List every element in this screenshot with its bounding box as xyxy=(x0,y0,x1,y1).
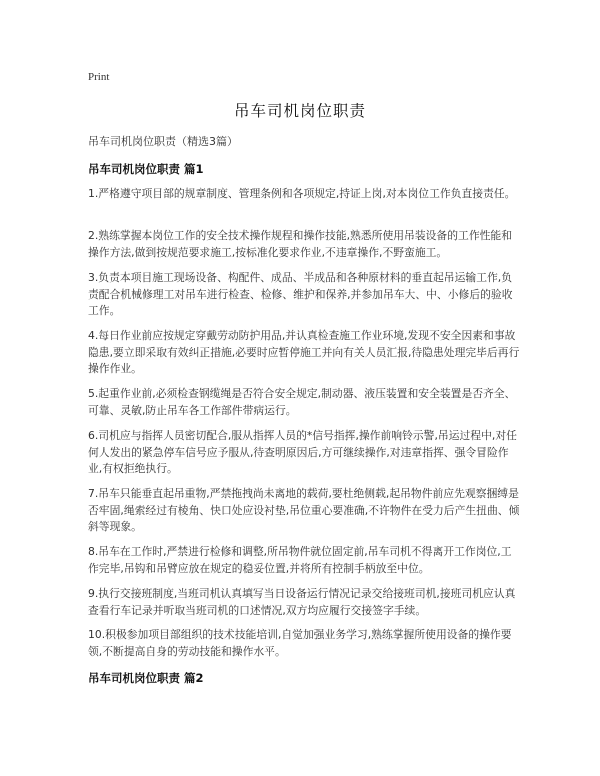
paragraph: 5.起重作业前,必须检查钢缆绳是否符合安全规定,制动器、液压装置和安全装置是否齐全、可靠、灵敏,防止吊车各工作部件带病运行。 xyxy=(88,387,516,417)
section-heading-2: 吊车司机岗位职责 篇2 xyxy=(88,671,204,685)
paragraph: 3.负责本项目施工现场设备、构配件、成品、半成品和各种原材料的垂直起吊运输工作,负责配合机械修理工对吊车进行检查、检修、维护和保养,并参加吊车大、中、小修后的验收工作。 xyxy=(88,271,513,317)
paragraph: 1.严格遵守项目部的规章制度、管理条例和各项规定,持证上岗,对本岗位工作负直接责任。 xyxy=(88,187,516,200)
paragraph: 10.积极参加项目部组织的技术技能培训,自觉加强业务学习,熟练掌握所使用设备的操作要领,不断提高自身的劳动技能和操作水平。 xyxy=(88,628,512,658)
document-subtitle: 吊车司机岗位职责（精选3篇） xyxy=(88,135,238,148)
paragraph: 4.每日作业前应按规定穿戴劳动防护用品,并认真检查施工作业环境,发现不安全因素和事故隐患,要立即采取有效纠正措施,必要时应暂停施工并向有关人员汇报,待隐患处理完毕后再行操作作业。 xyxy=(88,329,520,375)
page-title: 吊车司机岗位职责 xyxy=(233,102,366,120)
paragraph: 6.司机应与指挥人员密切配合,服从指挥人员的*信号指挥,操作前响铃示警,吊运过程中,对任何人发出的紧急停车信号应予服从,待查明原因后,方可继续操作,对违章指挥、强令冒险作业,有权拒绝执行。 xyxy=(88,429,517,475)
section-heading-1: 吊车司机岗位职责 篇1 xyxy=(88,162,204,176)
paragraph: 7.吊车只能垂直起吊重物,严禁拖拽尚未离地的载荷,要杜绝侧载,起吊物件前应先观察捆缚是否牢固,绳索经过有棱角、快口处应设衬垫,吊位重心要准确,不许物件在受力后产生扭曲、倾斜等现象。 xyxy=(88,487,520,533)
paragraph: 2.熟练掌握本岗位工作的安全技术操作规程和操作技能,熟悉所使用吊装设备的工作性能和操作方法,做到按规范要求施工,按标准化要求作业,不违章操作,不野蛮施工。 xyxy=(88,229,513,259)
paragraph: 8.吊车在工作时,严禁进行检修和调整,所吊物件就位固定前,吊车司机不得离开工作岗位,工作完毕,吊钩和吊臂应放在规定的稳妥位置,并将所有控制手柄放至中位。 xyxy=(88,545,512,575)
print-link[interactable]: Print xyxy=(88,71,110,83)
paragraph: 9.执行交接班制度,当班司机认真填写当日设备运行情况记录交给接班司机,接班司机应认真查看行车记录并听取当班司机的口述情况,双方均应履行交接签字手续。 xyxy=(88,587,516,617)
